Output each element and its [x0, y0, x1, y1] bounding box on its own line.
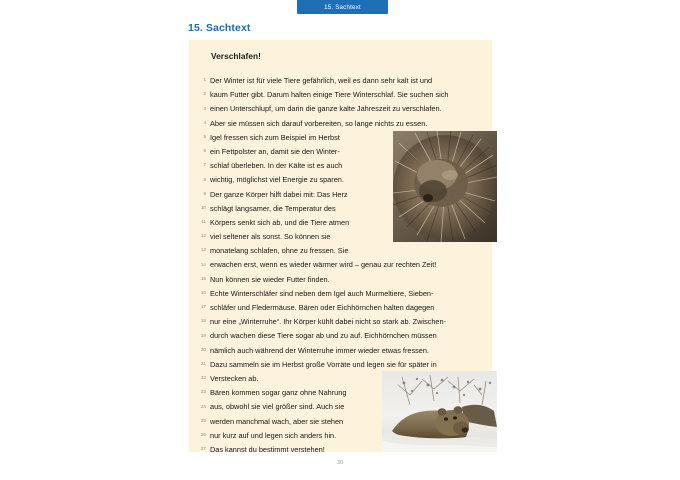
- line-text: wichtig, möglichst viel Energie zu sparen.: [210, 175, 344, 185]
- line-number: 11: [201, 219, 206, 225]
- line-text: einen Unterschlupf, um darin die ganze kalte Jahreszeit zu verschlafen.: [210, 104, 442, 114]
- line-number: 17: [200, 304, 206, 310]
- line-text: Der ganze Körper hilft dabei mit: Das Herz: [210, 189, 348, 199]
- line-text: Verstecken ab.: [210, 373, 259, 383]
- text-line: [189, 117, 492, 131]
- line-number: 8: [203, 176, 206, 182]
- line-text: Aber sie müssen sich darauf vorbereiten, so lange nichts zu essen.: [210, 118, 428, 128]
- line-text: werden manchmal wach, aber sie stehen: [210, 416, 344, 426]
- line-number: 12: [200, 233, 206, 239]
- bear-image: [382, 371, 497, 452]
- text-title: Verschlafen!: [211, 51, 261, 61]
- line-text: Echte Winterschläfer sind neben dem Igel auch Murmeltiere, Sieben-: [210, 288, 434, 298]
- line-text: Körpers senkt sich ab, und die Tiere atmen: [210, 217, 350, 227]
- hedgehog-image: [393, 131, 497, 242]
- line-text: schläfer und Fledermäuse. Bären oder Eichhörnchen halten dagegen: [210, 303, 435, 312]
- text-line: [189, 273, 492, 287]
- line-text: nur kurz auf und legen sich anders hin.: [210, 430, 337, 440]
- text-line: [189, 301, 492, 315]
- chapter-tab[interactable]: [297, 0, 388, 14]
- line-number: 3: [203, 105, 206, 111]
- line-number: 22: [200, 375, 206, 381]
- line-number: 25: [200, 417, 206, 423]
- line-number: 1: [203, 77, 206, 83]
- line-text: Der Winter ist für viele Tiere gefährlich, weil es dann sehr kalt ist und: [210, 76, 433, 85]
- bear-photo: [382, 371, 497, 452]
- line-text: nur eine „Winterruhe“. Ihr Körper kühlt dabei nicht so stark ab. Zwischen-: [210, 317, 446, 327]
- text-line: [189, 287, 492, 301]
- line-text: schlägt langsamer, die Temperatur des: [210, 203, 336, 213]
- line-number: 2: [203, 91, 206, 97]
- line-number: 9: [203, 190, 206, 196]
- line-number: 21: [200, 360, 206, 366]
- hedgehog-photo: [393, 131, 497, 242]
- text-line: [189, 258, 492, 272]
- text-line: [189, 244, 492, 258]
- line-text: viel seltener als sonst. So können sie: [210, 232, 331, 242]
- line-number: 15: [200, 275, 206, 281]
- line-number: 6: [203, 148, 206, 154]
- line-number: 27: [200, 446, 206, 452]
- line-text: kaum Futter gibt. Darum halten einige Tiere Winterschlaf. Sie suchen sich: [210, 90, 449, 100]
- line-number: 26: [200, 431, 206, 437]
- line-text: schlaf überleben. In der Kälte ist es auch: [210, 161, 343, 171]
- line-text: ein Fettpolster an, damit sie den Winter-: [210, 146, 340, 156]
- line-number: 20: [200, 346, 206, 352]
- line-text: monatelang schlafen, ohne zu fressen. Sie: [210, 246, 349, 256]
- line-text: Bären kommen sogar ganz ohne Nahrung: [210, 388, 347, 398]
- line-text: Das kannst du bestimmt verstehen!: [210, 444, 325, 454]
- line-number: 5: [203, 133, 206, 139]
- line-number: 18: [200, 318, 206, 324]
- text-line: [189, 88, 492, 102]
- line-text: Igel fressen sich zum Beispiel im Herbst: [210, 132, 340, 142]
- line-number: 24: [200, 403, 206, 409]
- line-number: 7: [203, 162, 206, 168]
- line-text: erwachen erst, wenn es wieder wärmer wird – genau zur rechten Zeit!: [210, 260, 437, 270]
- text-line: [189, 329, 492, 343]
- line-number: 14: [200, 261, 206, 267]
- text-line: [189, 344, 492, 358]
- line-text: durch wachen diese Tiere sogar ab und zu auf. Eichhörnchen müssen: [210, 331, 437, 341]
- text-line: [189, 102, 492, 116]
- text-panel: [189, 40, 492, 452]
- text-line: [189, 74, 492, 88]
- line-number: 23: [200, 389, 206, 395]
- line-text: Nun können sie wieder Futter finden.: [210, 274, 330, 284]
- page-title: 15. Sachtext: [188, 22, 251, 34]
- line-number: 13: [200, 247, 206, 253]
- line-text: aus, obwohl sie viel größer sind. Auch sie: [210, 402, 345, 412]
- line-number: 10: [200, 204, 206, 210]
- line-text: nämlich auch während der Winterruhe immer wieder etwas fressen.: [210, 345, 429, 355]
- text-line: [189, 315, 492, 329]
- line-number: 19: [200, 332, 206, 338]
- chapter-tab-label: 15. Sachtext: [324, 3, 361, 11]
- line-number: 16: [200, 290, 206, 295]
- text-line: [189, 358, 492, 372]
- page-number: 30: [336, 460, 344, 466]
- line-text: Dazu sammeln sie im Herbst große Vorräte und legen sie für später in: [210, 359, 437, 369]
- line-number: 4: [203, 119, 206, 125]
